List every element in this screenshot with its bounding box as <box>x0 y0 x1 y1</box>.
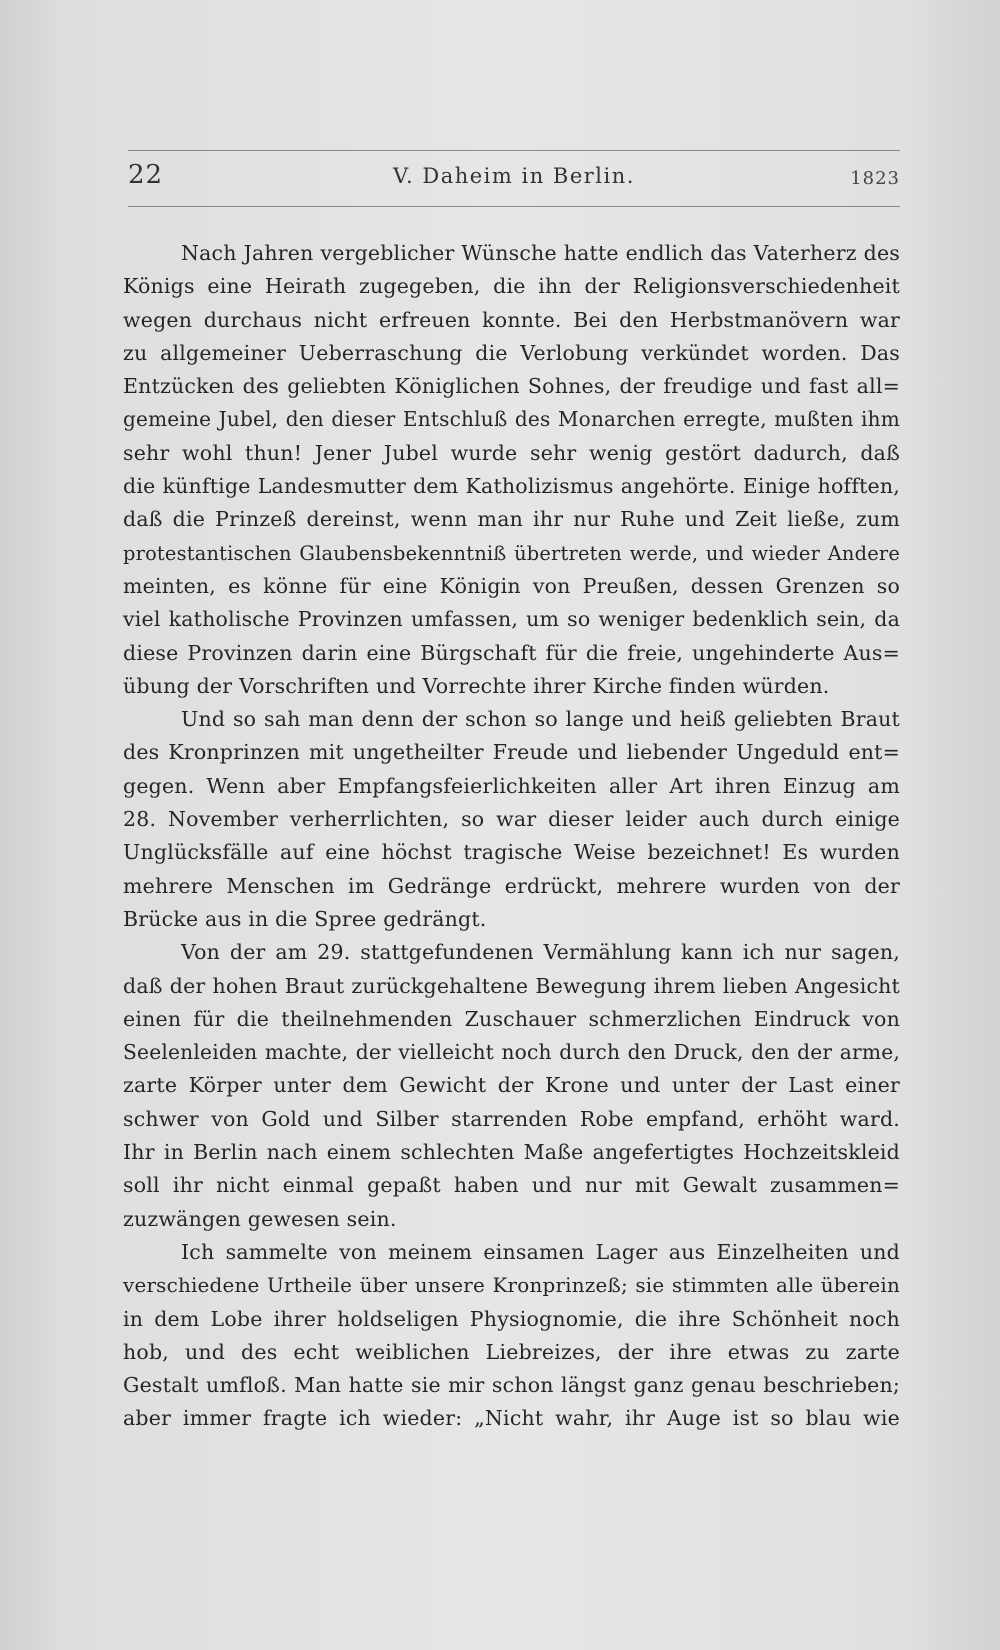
text-line: Gestalt umfloß. Man hatte sie mir schon längst ganz genau beschrieben; <box>123 1373 900 1398</box>
text-line: zuzwängen gewesen sein. <box>123 1206 397 1231</box>
text-line: soll ihr nicht einmal gepaßt haben und nur mit Gewalt zusammen= <box>123 1173 900 1198</box>
text-line: wegen durchaus nicht erfreuen konnte. Bei den Herbstmanövern war <box>123 307 900 332</box>
text-line: mehrere Menschen im Gedränge erdrückt, mehrere wurden von der <box>123 873 900 898</box>
text-line: Brücke aus in die Spree gedrängt. <box>123 906 487 931</box>
text-line: Und so sah man denn der schon so lange und heiß geliebten Braut <box>181 707 900 732</box>
text-line: diese Provinzen darin eine Bürgschaft für die freie, ungehinderte Aus= <box>123 640 900 665</box>
text-line: Seelenleiden machte, der vielleicht noch durch den Druck, den der arme, <box>123 1040 900 1065</box>
text-line: meinten, es könne für eine Königin von Preußen, dessen Grenzen so <box>123 573 900 598</box>
text-line: hob, und des echt weiblichen Liebreizes, der ihre etwas zu zarte <box>123 1339 900 1364</box>
text-line: Ihr in Berlin nach einem schlechten Maße angefertigtes Hochzeitskleid <box>123 1140 900 1165</box>
text-line: aber immer fragte ich wieder: „Nicht wahr, ihr Auge ist so blau wie <box>123 1406 900 1431</box>
text-line: zarte Körper unter dem Gewicht der Krone und unter der Last einer <box>123 1073 900 1098</box>
text-line: protestantischen Glaubensbekenntniß übertreten werde, und wieder Andere <box>123 541 900 565</box>
text-line: Unglücksfälle auf eine höchst tragische Weise bezeichnet! Es wurden <box>123 840 900 865</box>
header-rule-top <box>128 150 900 151</box>
text-line: des Kronprinzen mit ungetheilter Freude und liebender Ungeduld ent= <box>123 740 900 765</box>
text-line: sehr wohl thun! Jener Jubel wurde sehr wenig gestört dadurch, daß <box>123 440 900 465</box>
text-line: 28. November verherrlichten, so war dieser leider auch durch einige <box>123 807 900 832</box>
text-line: gegen. Wenn aber Empfangsfeierlichkeiten aller Art ihren Einzug am <box>123 773 900 798</box>
text-line: übung der Vorschriften und Vorrechte ihrer Kirche finden würden. <box>123 673 830 698</box>
text-line: zu allgemeiner Ueberraschung die Verlobung verkündet worden. Das <box>123 340 900 365</box>
text-line: in dem Lobe ihrer holdseligen Physiognomie, die ihre Schönheit noch <box>123 1306 900 1331</box>
text-line: schwer von Gold und Silber starrenden Robe empfand, erhöht ward. <box>123 1106 900 1131</box>
text-line: Königs eine Heirath zugegeben, die ihn der Religionsverschiedenheit <box>123 274 900 299</box>
text-line: gemeine Jubel, den dieser Entschluß des Monarchen erregte, mußten ihm <box>123 407 900 432</box>
text-line: daß die Prinzeß dereinst, wenn man ihr nur Ruhe und Zeit ließe, zum <box>123 507 900 532</box>
page-header <box>128 150 900 210</box>
body-text <box>123 237 900 1436</box>
text-line: Entzücken des geliebten Königlichen Sohnes, der freudige und fast all= <box>123 374 900 399</box>
text-line: verschiedene Urtheile über unsere Kronprinzeß; sie stimmten alle überein <box>123 1274 900 1298</box>
header-rule-bottom <box>128 206 900 207</box>
text-line: daß der hohen Braut zurückgehaltene Bewegung ihrem lieben Angesicht <box>123 973 900 998</box>
running-title: V. Daheim in Berlin. <box>393 164 635 188</box>
text-line: Ich sammelte von meinem einsamen Lager aus Einzelheiten und <box>181 1239 900 1264</box>
text-line: einen für die theilnehmenden Zuschauer schmerzlichen Eindruck von <box>123 1006 900 1031</box>
text-line: die künftige Landesmutter dem Katholizismus angehörte. Einige hofften, <box>123 474 900 499</box>
text-line: Von der am 29. stattgefundenen Vermählung kann ich nur sagen, <box>181 940 900 965</box>
text-line: viel katholische Provinzen umfassen, um so weniger bedenklich sein, da <box>123 607 900 632</box>
page-number: 22 <box>128 160 164 190</box>
text-line: Nach Jahren vergeblicher Wünsche hatte endlich das Vaterherz des <box>181 241 900 265</box>
year-marginal: 1823 <box>850 168 900 189</box>
